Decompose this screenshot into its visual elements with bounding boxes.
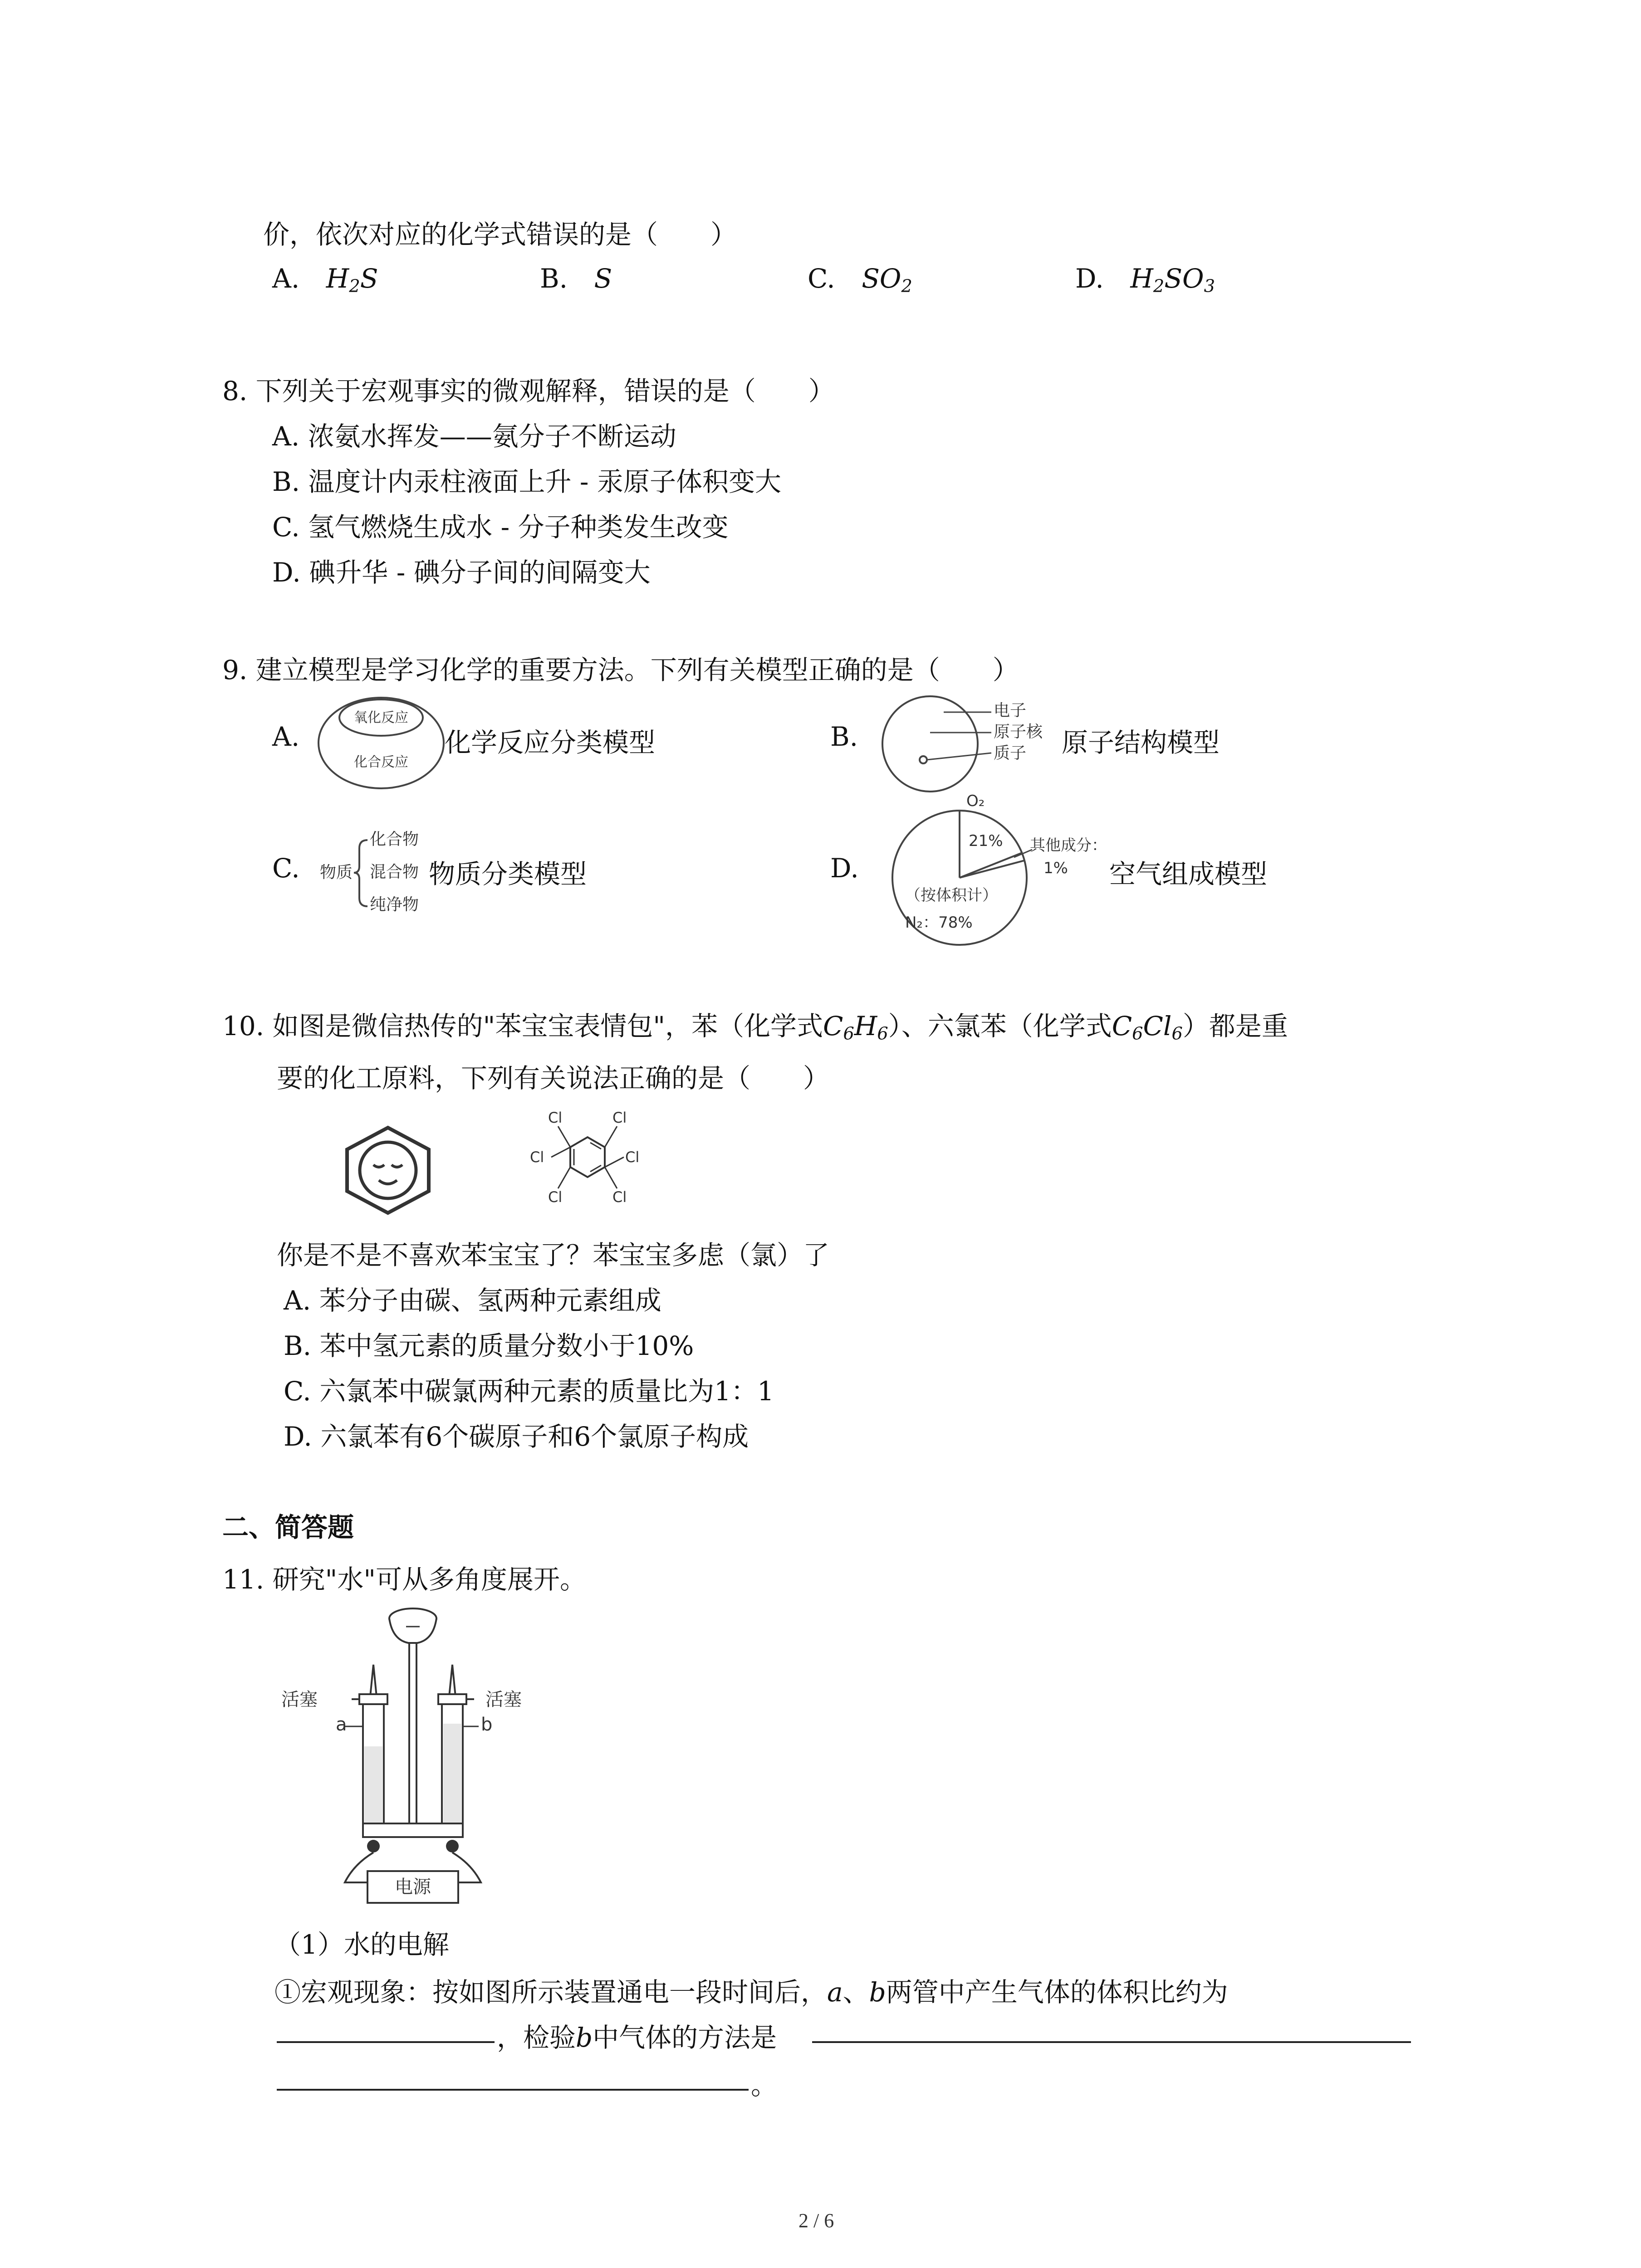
electrolysis-apparatus — [272, 1601, 554, 1910]
option-letter: B. — [540, 263, 568, 294]
power-supply-label: 电源 — [395, 1877, 431, 1897]
n2-label: N₂：78% — [905, 914, 973, 932]
cl-atom: Cl — [548, 1188, 563, 1206]
q8-option-d: D. 碘升华 - 碘分子间的间隔变大 — [272, 557, 651, 588]
q9-option-c-text: 物质分类模型 — [429, 859, 587, 890]
q10-option-d: D. 六氯苯有6个碳原子和6个氯原子构成 — [284, 1421, 749, 1452]
reaction-classification-diagram — [313, 689, 449, 794]
q10-caption: 你是不是不喜欢苯宝宝了？苯宝宝多虑（氯）了 — [277, 1240, 830, 1271]
q7-option-d: D. $H_2SO_3$ — [1075, 263, 1215, 297]
q7-option-a: A. $H_2S$ — [272, 263, 378, 297]
hexachlorobenzene-formula: $C_6Cl_6$ — [1112, 1011, 1183, 1044]
option-letter: A. — [272, 263, 300, 294]
o2-percent: 21% — [969, 832, 1003, 850]
q10-stem-line2: 要的化工原料，下列有关说法正确的是（ ） — [277, 1063, 830, 1094]
diagram-outer-label: 化合反应 — [354, 754, 408, 770]
q11-line3-end: 。 — [751, 2070, 778, 2101]
label-proton: 质子 — [994, 744, 1027, 763]
volume-basis-note: （按体积计） — [905, 886, 998, 904]
answer-blank-test-method[interactable] — [812, 2041, 1411, 2043]
cl-atom: Cl — [530, 1149, 544, 1166]
answer-blank-volume-ratio[interactable] — [277, 2041, 495, 2043]
q10-stem-line1: 10. 如图是微信热传的"苯宝宝表情包"，苯（化学式$C_6H_6$）、六氯苯（化学式$C_6Cl_6$）都是重 — [222, 1011, 1288, 1044]
q9-option-a-letter: A. — [272, 721, 300, 752]
q11-part1-title: （1）水的电解 — [274, 1929, 449, 1960]
air-composition-pie — [878, 792, 1114, 948]
q9-option-a-text: 化学反应分类模型 — [445, 727, 656, 758]
matter-classification-diagram — [318, 821, 436, 925]
q9-option-b-text: 原子结构模型 — [1062, 727, 1220, 758]
option-letter: D. — [1075, 263, 1104, 294]
q8-option-c: C. 氢气燃烧生成水 - 分子种类发生改变 — [272, 512, 729, 543]
other-gases-label: 其他成分： — [1030, 836, 1107, 855]
atom-structure-diagram — [876, 689, 1066, 798]
section-title: 二、简答题 — [222, 1512, 354, 1543]
q9-stem: 9. 建立模型是学习化学的重要方法。下列有关模型正确的是（ ） — [222, 655, 1019, 685]
cl-atom: Cl — [625, 1149, 640, 1166]
option-letter: C. — [808, 263, 835, 294]
label-nucleus: 原子核 — [994, 723, 1043, 741]
q9-option-d-letter: D. — [830, 853, 859, 884]
q7-stem-continuation: 价，依次对应的化学式错误的是（ ） — [263, 219, 737, 250]
q11-stem: 11. 研究"水"可从多角度展开。 — [222, 1564, 587, 1595]
tube-b-label: b — [481, 1714, 493, 1735]
stopcock-left-label: 活塞 — [281, 1689, 318, 1710]
benzene-emoji-image — [338, 1125, 438, 1216]
q8-option-b: B. 温度计内汞柱液面上升 - 汞原子体积变大 — [272, 466, 781, 497]
q10-option-a: A. 苯分子由碳、氢两种元素组成 — [284, 1285, 661, 1316]
q10-option-c: C. 六氯苯中碳氯两种元素的质量比为1：1 — [284, 1376, 774, 1407]
o2-label: O₂ — [966, 792, 985, 810]
branch-mixture: 混合物 — [370, 863, 419, 881]
diagram-inner-label: 氧化反应 — [354, 710, 408, 726]
answer-blank-test-method-cont[interactable] — [277, 2089, 749, 2091]
q8-option-a: A. 浓氨水挥发——氨分子不断运动 — [272, 421, 676, 452]
branch-compound: 化合物 — [370, 830, 419, 849]
cl-atom: Cl — [548, 1109, 563, 1126]
q8-stem: 8. 下列关于宏观事实的微观解释，错误的是（ ） — [222, 376, 835, 406]
matter-root-label: 物质 — [320, 863, 353, 882]
stopcock-right-label: 活塞 — [485, 1689, 522, 1710]
q11-subquestion-1: ①宏观现象：按如图所示装置通电一段时间后，a、b两管中产生气体的体积比约为 — [274, 1977, 1228, 2008]
q7-option-c: C. $SO_2$ — [808, 263, 912, 297]
q11-line2-text: ，检验b中气体的方法是 — [497, 2022, 777, 2053]
page-number: 2 / 6 — [798, 2209, 834, 2232]
benzene-formula: $C_6H_6$ — [823, 1011, 888, 1044]
q10-option-b: B. 苯中氢元素的质量分数小于10% — [284, 1330, 694, 1361]
q9-option-b-letter: B. — [830, 721, 858, 752]
branch-pure-substance: 纯净物 — [370, 895, 419, 914]
label-electron: 电子 — [994, 701, 1027, 720]
other-gases-percent: 1% — [1043, 859, 1068, 877]
cl-atom: Cl — [612, 1109, 627, 1126]
q9-option-c-letter: C. — [272, 853, 300, 884]
hexachlorobenzene-structure — [522, 1100, 653, 1227]
q9-option-d-text: 空气组成模型 — [1109, 859, 1268, 890]
tube-a-label: a — [336, 1714, 347, 1735]
q7-option-b: B. S — [540, 263, 612, 294]
cl-atom: Cl — [612, 1188, 627, 1206]
